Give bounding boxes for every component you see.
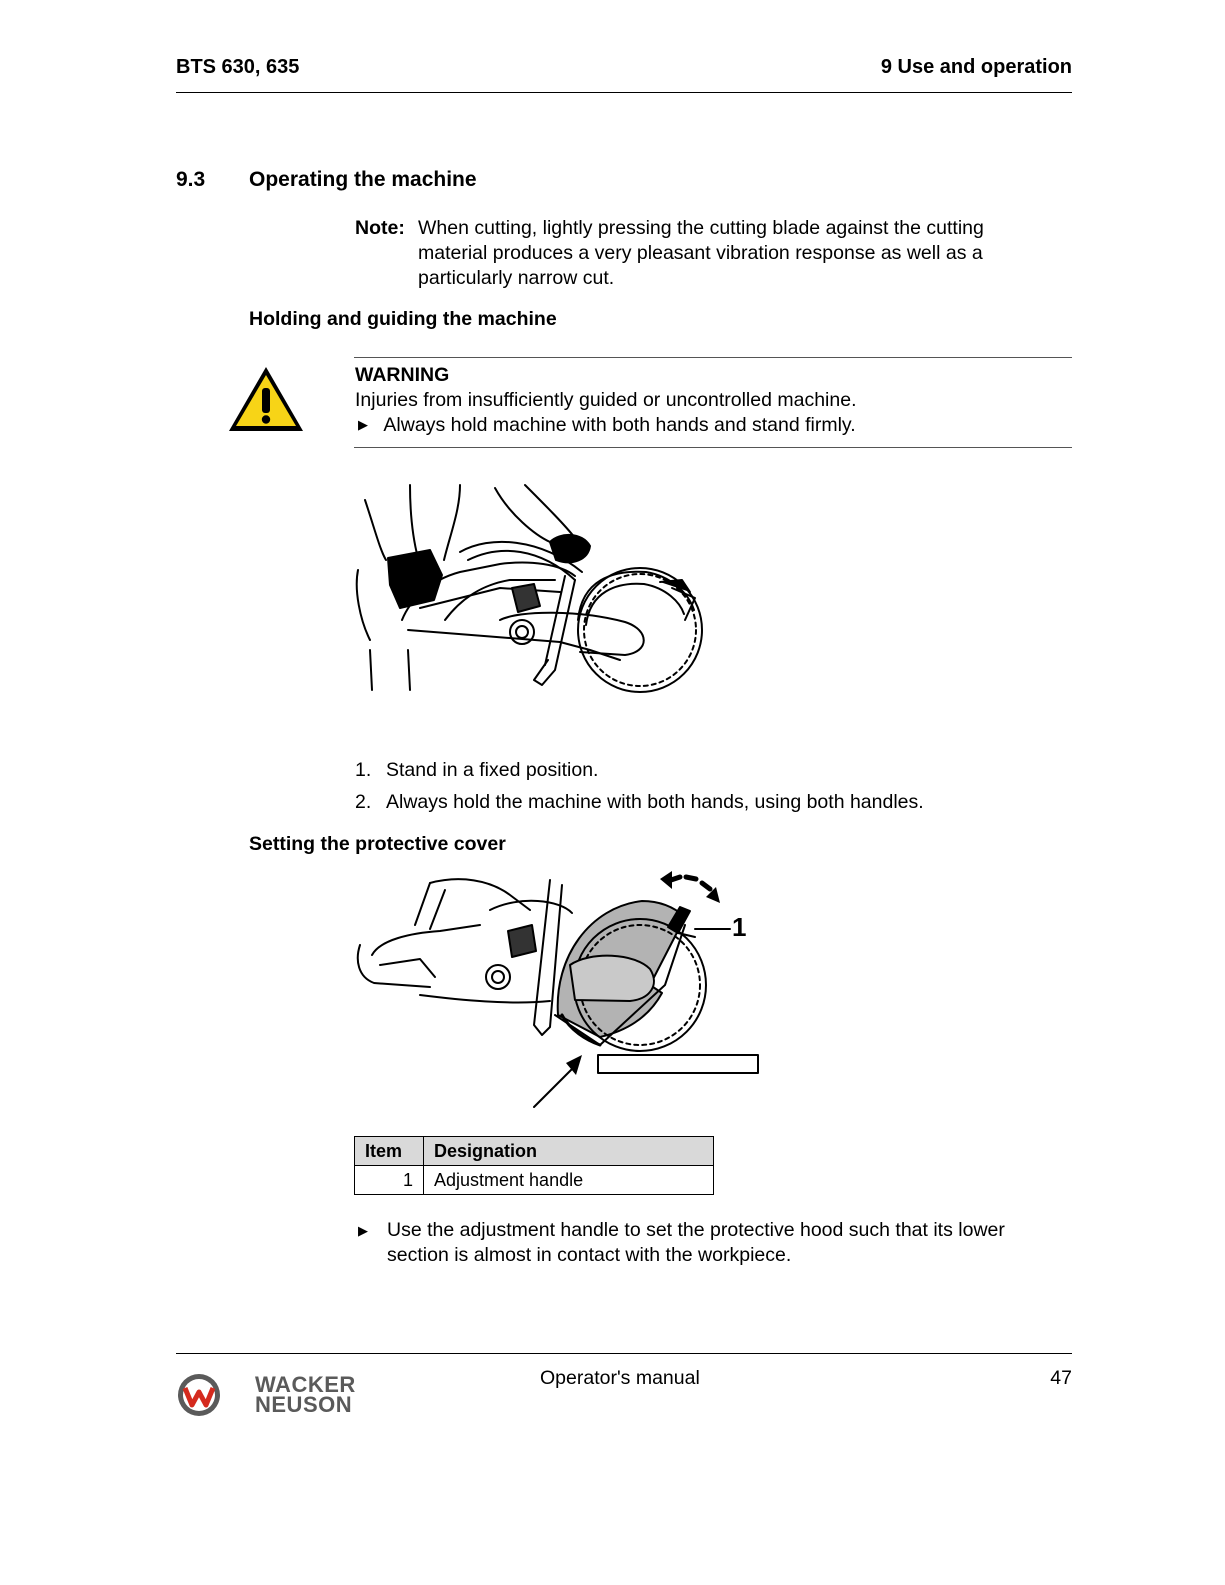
- brand-wordmark: [255, 1372, 356, 1417]
- table-row: [355, 1166, 714, 1195]
- warning-action-text: Always hold machine with both hands and stand firmly.: [383, 414, 856, 436]
- section-title: Operating the machine: [249, 168, 477, 191]
- note-line: particularly narrow cut.: [418, 267, 615, 289]
- bullet-triangle-icon: ▶: [358, 1223, 368, 1238]
- protective-cover-illustration: [350, 865, 770, 1110]
- legend-table: [354, 1136, 714, 1195]
- header-rule: [176, 92, 1072, 93]
- warning-text: Injuries from insufficiently guided or uncontrolled machine.: [355, 389, 857, 411]
- note-label: Note:: [355, 217, 405, 239]
- step-2: [355, 790, 924, 815]
- warning-triangle-icon: [227, 364, 305, 434]
- cover-heading: Setting the protective cover: [249, 833, 506, 855]
- warning-title: WARNING: [355, 364, 450, 386]
- warning-top-rule: [354, 357, 1072, 358]
- note-line: material produces a very pleasant vibration response as well as a: [418, 242, 983, 264]
- warning-bottom-rule: [354, 447, 1072, 448]
- cell-designation: Adjustment handle: [424, 1166, 714, 1195]
- brand-line: NEUSON: [255, 1392, 353, 1417]
- wacker-neuson-logo-icon: [176, 1372, 222, 1418]
- holding-machine-illustration: [350, 480, 710, 715]
- note-text: [418, 216, 1058, 291]
- bullet-triangle-icon: ▶: [358, 417, 368, 432]
- table-header-row: [355, 1137, 714, 1166]
- footer-title: Operator's manual: [540, 1367, 700, 1389]
- header-model: BTS 630, 635: [176, 56, 300, 78]
- header-chapter: 9 Use and operation: [880, 56, 1072, 78]
- cover-action-line: section is almost in contact with the workpiece.: [387, 1244, 792, 1266]
- callout-1: 1: [732, 912, 747, 942]
- step-1: [355, 758, 599, 783]
- step-text: Stand in a fixed position.: [386, 759, 599, 781]
- header-designation: Designation: [424, 1137, 714, 1166]
- step-number: 2.: [355, 791, 372, 813]
- warning-action: [358, 412, 856, 438]
- cell-item: 1: [355, 1166, 424, 1195]
- holding-heading: Holding and guiding the machine: [249, 308, 557, 330]
- footer-rule: [176, 1353, 1072, 1354]
- header-item: Item: [355, 1137, 424, 1166]
- step-number: 1.: [355, 759, 372, 781]
- brand-line: WACKER: [255, 1372, 356, 1397]
- section-number: 9.3: [176, 168, 206, 191]
- note-line: When cutting, lightly pressing the cutting blade against the cutting: [418, 217, 984, 239]
- step-text: Always hold the machine with both hands, using both handles.: [386, 791, 924, 813]
- footer-page: 47: [1050, 1367, 1072, 1389]
- cover-action-line: Use the adjustment handle to set the protective hood such that its lower: [387, 1219, 1005, 1241]
